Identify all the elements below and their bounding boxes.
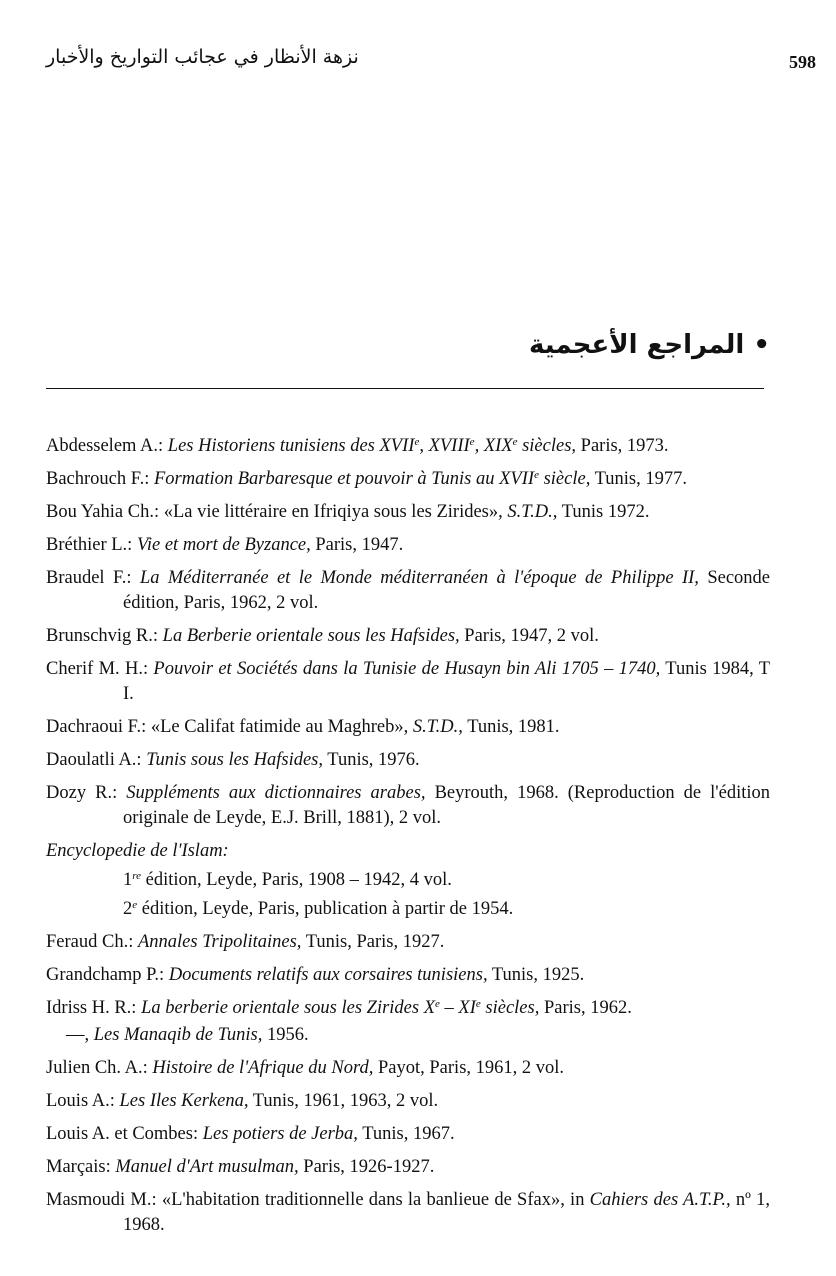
entry-title: La Berberie orientale sous les Hafsides,	[162, 626, 460, 646]
entry-author: Masmoudi M.:	[46, 1190, 162, 1210]
entry-superscript: e	[414, 436, 420, 448]
bibliography-entry	[46, 533, 770, 558]
entry-title: Manuel d'Art musulman,	[115, 1157, 299, 1177]
entry-author: Braudel F.:	[46, 568, 140, 588]
entry-publication: Tunis, 1981.	[462, 717, 560, 737]
entry-publication: Tunis 1972.	[557, 502, 650, 522]
entry-author: Daoulatli A.:	[46, 750, 147, 770]
entry-author: Grandchamp P.:	[46, 965, 169, 985]
entry-author: Dozy R.:	[46, 783, 127, 803]
entry-superscript: e	[475, 998, 481, 1010]
entry-title: – XI	[439, 998, 476, 1018]
bibliography-entry	[46, 930, 770, 955]
entry-publication: Seconde édition, Paris, 1962, 2 vol.	[123, 568, 770, 613]
entry-superscript: e	[534, 469, 539, 481]
entry-publication: Tunis 1984, T I.	[123, 659, 771, 704]
section-divider	[46, 388, 764, 389]
entry-title: Encyclopedie de l'Islam:	[46, 841, 229, 861]
entry-text: —,	[66, 1025, 94, 1045]
entry-title: Formation Barbaresque et pouvoir à Tunis au XVII	[153, 469, 535, 489]
entry-title: Histoire de l'Afrique du Nord,	[152, 1058, 374, 1078]
entry-author: Julien Ch. A.:	[46, 1058, 153, 1078]
bibliography-entry	[46, 996, 770, 1021]
entry-title: Les Historiens tunisiens des XVII	[167, 436, 415, 456]
entry-title: Les Manaqib de Tunis,	[93, 1025, 263, 1045]
entry-superscript: e	[469, 436, 475, 448]
entry-publication: Payot, Paris, 1961, 2 vol.	[373, 1058, 565, 1078]
entry-publication: Paris, 1947, 2 vol.	[459, 626, 599, 646]
section-heading: • المراجع الأعجمية	[529, 330, 770, 360]
bibliography-entry	[46, 657, 770, 707]
entry-edition-number: 2	[123, 899, 133, 919]
bibliography-entry	[46, 1122, 770, 1147]
bibliography-entry	[46, 868, 770, 893]
entry-text: «L'habitation traditionnelle dans la banlieue de Sfax», in	[161, 1190, 590, 1210]
running-head	[46, 46, 816, 82]
entry-title: Vie et mort de Byzance,	[136, 535, 311, 555]
entry-title: siècles,	[517, 436, 577, 456]
page-number: 598	[789, 52, 816, 72]
entry-publication: Paris, 1973.	[576, 436, 669, 456]
bibliography-entry	[46, 566, 770, 616]
running-head-title: نزهة الأنظار في عجائب التواريخ والأخبار	[46, 46, 359, 68]
entry-title: S.T.D.,	[412, 717, 463, 737]
entry-publication: Paris, 1926-1927.	[298, 1157, 435, 1177]
entry-title: Les Iles Kerkena,	[119, 1091, 249, 1111]
entry-title: siècles,	[480, 998, 540, 1018]
entry-author: Brunschvig R.:	[46, 626, 163, 646]
bibliography-entry	[46, 1089, 770, 1114]
entry-superscript: re	[132, 870, 142, 882]
bibliography-entry	[46, 467, 770, 492]
entry-author: Cherif M. H.:	[46, 659, 154, 679]
entry-author: Bréthier L.:	[46, 535, 137, 555]
entry-title: Tunis sous les Hafsides,	[146, 750, 324, 770]
bibliography-entry	[46, 434, 770, 459]
entry-edition-number: 1	[123, 870, 133, 890]
entry-publication: Tunis, 1925.	[487, 965, 585, 985]
entry-publication: édition, Leyde, Paris, publication à partir de 1954.	[137, 899, 514, 919]
bibliography-entry	[46, 1155, 770, 1180]
entry-publication: Tunis, 1976.	[323, 750, 420, 770]
bibliography-entry	[46, 624, 770, 649]
entry-title: Documents relatifs aux corsaires tunisiens,	[168, 965, 488, 985]
entry-title: La berberie orientale sous les Zirides X	[141, 998, 436, 1018]
entry-publication: Paris, 1947.	[310, 535, 404, 555]
entry-author: Marçais:	[46, 1157, 116, 1177]
entry-title: Suppléments aux dictionnaires arabes,	[126, 783, 426, 803]
entry-title: Les potiers de Jerba,	[202, 1124, 358, 1144]
entry-publication: Tunis, 1967.	[357, 1124, 455, 1144]
entry-title: , XIX	[474, 436, 513, 456]
entry-publication: édition, Leyde, Paris, 1908 – 1942, 4 vol.	[141, 870, 452, 890]
entry-author: Idriss H. R.:	[46, 998, 142, 1018]
entry-author: Abdesselem A.:	[46, 436, 168, 456]
bibliography-entry	[46, 500, 770, 525]
bibliography-entry	[46, 963, 770, 988]
entry-publication: Beyrouth, 1968. (Reproduction de l'édition originale de Leyde, E.J. Brill, 1881), 2 vol.	[123, 783, 770, 828]
entry-publication: Paris, 1962.	[539, 998, 632, 1018]
bibliography-entry	[46, 748, 770, 773]
entry-superscript: e	[512, 436, 518, 448]
entry-author: Bou Yahia Ch.:	[46, 502, 164, 522]
entry-publication: 1956.	[262, 1025, 309, 1045]
entry-title: Pouvoir et Sociétés dans la Tunisie de Husayn bin Ali 1705 – 1740,	[153, 659, 661, 679]
entry-publication: Tunis, 1977.	[590, 469, 687, 489]
entry-text: «Le Califat fatimide au Maghreb»,	[150, 717, 413, 737]
entry-superscript: e	[132, 899, 138, 911]
entry-author: Bachrouch F.:	[46, 469, 154, 489]
entry-title: , XVIII	[419, 436, 470, 456]
bibliography-entry	[46, 897, 770, 922]
entry-title: siècle,	[538, 469, 591, 489]
bibliography-entry	[46, 781, 770, 831]
bibliography-entry	[46, 1188, 770, 1238]
entry-author: Feraud Ch.:	[46, 932, 138, 952]
bibliography-list	[46, 434, 770, 1246]
bibliography-entry	[46, 1056, 770, 1081]
entry-title: Cahiers des A.T.P.,	[589, 1190, 731, 1210]
entry-title: La Méditerranée et le Monde méditerranéen à l'époque de Philippe II,	[139, 568, 699, 588]
entry-publication: Tunis, Paris, 1927.	[301, 932, 445, 952]
entry-author: Dachraoui F.:	[46, 717, 151, 737]
entry-author: Louis A.:	[46, 1091, 120, 1111]
bibliography-entry	[46, 715, 770, 740]
entry-publication: Tunis, 1961, 1963, 2 vol.	[248, 1091, 439, 1111]
entry-title: Annales Tripolitaines,	[137, 932, 302, 952]
entry-superscript: e	[435, 998, 440, 1010]
entry-title: S.T.D.,	[507, 502, 558, 522]
bibliography-entry	[46, 839, 770, 864]
bibliography-entry	[46, 1023, 770, 1048]
entry-text: «La vie littéraire en Ifriqiya sous les Zirides»,	[163, 502, 508, 522]
entry-publication: nº 1, 1968.	[123, 1190, 770, 1235]
entry-author: Louis A. et Combes:	[46, 1124, 203, 1144]
